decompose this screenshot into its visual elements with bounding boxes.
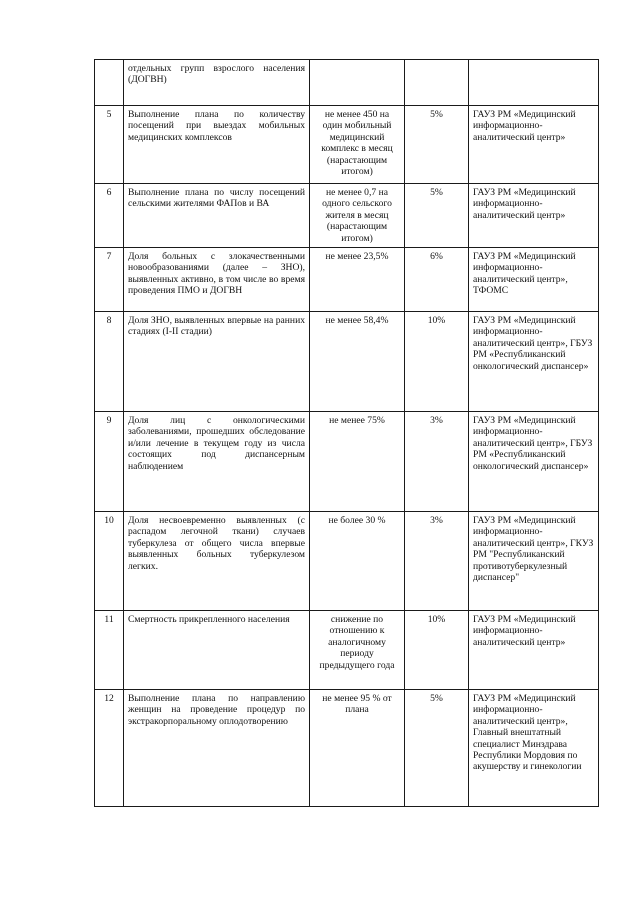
weight-cell: 3%: [405, 512, 469, 611]
weight-cell: 3%: [405, 412, 469, 512]
target-value-cell: не менее 23,5%: [310, 248, 405, 312]
target-value-cell: снижение по отношению к аналогичному периоду предыдущего года: [310, 611, 405, 690]
table-row: [95, 611, 599, 690]
target-value-cell: не менее 58,4%: [310, 312, 405, 412]
responsible-cell: ГАУЗ РМ «Медицинский информационно-аналитический центр», ТФОМС: [469, 248, 599, 312]
weight-cell: 10%: [405, 611, 469, 690]
responsible-cell: ГАУЗ РМ «Медицинский информационно-аналитический центр»: [469, 184, 599, 248]
target-value-cell: не менее 0,7 на одного сельского жителя в месяц (нарастающим итогом): [310, 184, 405, 248]
indicator-cell: Доля лиц с онкологическими заболеваниями, прошедших обследование и/или лечение в текущем году из числа состоящих под диспансерным наблюдением: [124, 412, 310, 512]
table-row: [95, 248, 599, 312]
responsible-cell: ГАУЗ РМ «Медицинский информационно-аналитический центр», ГБУЗ РМ «Республиканский онкологический диспансер»: [469, 412, 599, 512]
indicator-cell: Выполнение плана по направлению женщин на проведение процедур по экстракорпоральному оплодотворению: [124, 690, 310, 807]
table-row: [95, 312, 599, 412]
row-number: 7: [95, 248, 124, 312]
table-row: [95, 106, 599, 184]
target-value-cell: не более 30 %: [310, 512, 405, 611]
weight-cell: 10%: [405, 312, 469, 412]
table-row: [95, 184, 599, 248]
row-number: 11: [95, 611, 124, 690]
indicators-table: [94, 59, 599, 807]
responsible-cell: ГАУЗ РМ «Медицинский информационно-аналитический центр», ГКУЗ РМ "Республиканский противотуберкулезный диспансер": [469, 512, 599, 611]
indicator-cell: отдельных групп взрослого населения (ДОГВН): [124, 60, 310, 106]
weight-cell: 5%: [405, 184, 469, 248]
row-number: 10: [95, 512, 124, 611]
row-number: [95, 60, 124, 106]
indicator-cell: Выполнение плана по количеству посещений при выездах мобильных медицинских комплексов: [124, 106, 310, 184]
indicator-cell: Выполнение плана по числу посещений сельскими жителями ФАПов и ВА: [124, 184, 310, 248]
row-number: 12: [95, 690, 124, 807]
indicator-cell: Доля несвоевременно выявленных (с распадом легочной ткани) случаев туберкулеза от общего числа впервые выявленных больных туберкулезом легких.: [124, 512, 310, 611]
target-value-cell: [310, 60, 405, 106]
responsible-cell: ГАУЗ РМ «Медицинский информационно-аналитический центр»: [469, 611, 599, 690]
weight-cell: [405, 60, 469, 106]
target-value-cell: не менее 75%: [310, 412, 405, 512]
weight-cell: 5%: [405, 690, 469, 807]
responsible-cell: [469, 60, 599, 106]
responsible-cell: ГАУЗ РМ «Медицинский информационно-аналитический центр», Главный внештатный специалист Минздрава Республики Мордовия по акушерству и гинекологии: [469, 690, 599, 807]
table-row: [95, 412, 599, 512]
table-row: [95, 690, 599, 807]
row-number: 5: [95, 106, 124, 184]
indicator-cell: Смертность прикрепленного населения: [124, 611, 310, 690]
row-number: 9: [95, 412, 124, 512]
row-number: 8: [95, 312, 124, 412]
table-row: [95, 60, 599, 106]
target-value-cell: не менее 95 % от плана: [310, 690, 405, 807]
responsible-cell: ГАУЗ РМ «Медицинский информационно-аналитический центр», ГБУЗ РМ «Республиканский онкологический диспансер»: [469, 312, 599, 412]
row-number: 6: [95, 184, 124, 248]
table-row: [95, 512, 599, 611]
weight-cell: 6%: [405, 248, 469, 312]
target-value-cell: не менее 450 на один мобильный медицинский комплекс в месяц (нарастающим итогом): [310, 106, 405, 184]
responsible-cell: ГАУЗ РМ «Медицинский информационно-аналитический центр»: [469, 106, 599, 184]
weight-cell: 5%: [405, 106, 469, 184]
indicator-cell: Доля ЗНО, выявленных впервые на ранних стадиях (I-II стадии): [124, 312, 310, 412]
indicator-cell: Доля больных с злокачественными новообразованиями (далее – ЗНО), выявленных активно, в том числе во время проведения ПМО и ДОГВН: [124, 248, 310, 312]
